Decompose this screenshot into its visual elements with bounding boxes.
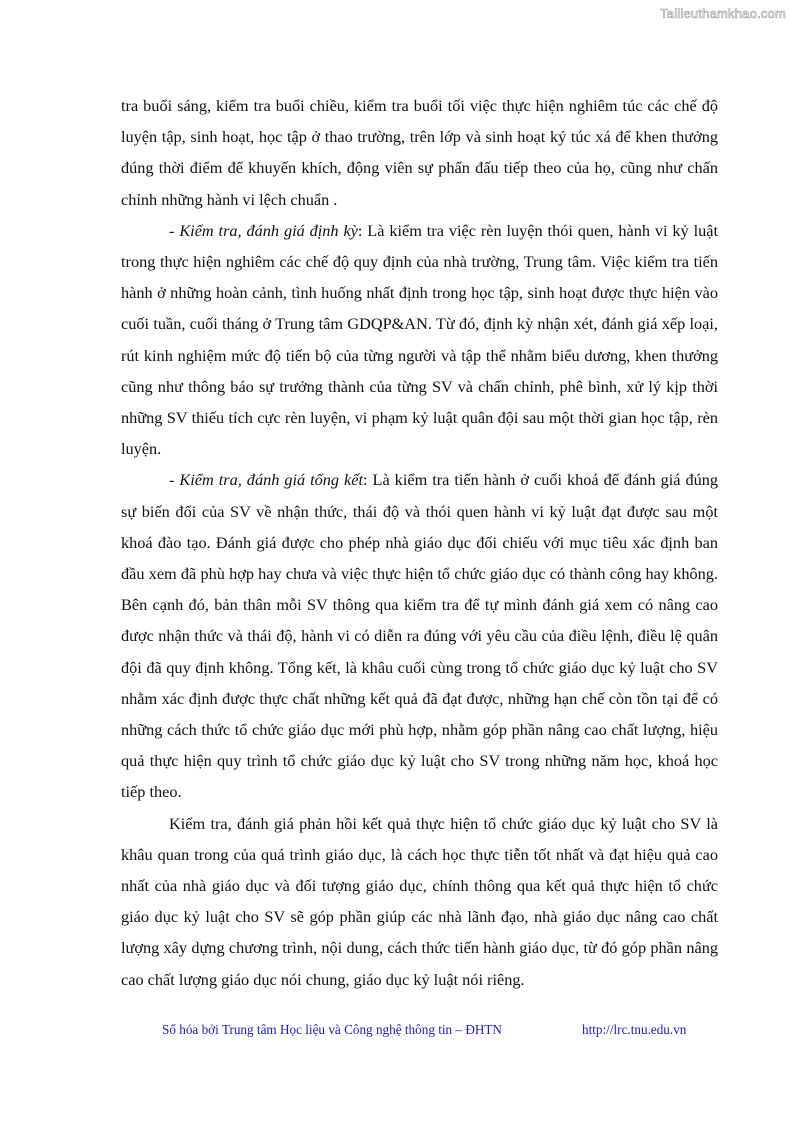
- paragraph-feedback-conclusion: Kiểm tra, đánh giá phản hồi kết quả thực hiện tổ chức giáo dục kỷ luật cho SV là khâu quan trong của quá trình giáo dục, là cách học thực tiễn tốt nhất và đạt hiệu quả cao nhất của nhà giáo dục và đối tượng giáo dục, chính thông qua kết quả thực hiện tổ chức giáo dục kỷ luật cho SV sẽ góp phần giúp các nhà lãnh đạo, nhà giáo dục nâng cao chất lượng xây dựng chương trình, nội dung, cách thức tiến hành giáo dục, từ đó góp phần nâng cao chất lượng giáo dục nói chung, giáo dục kỷ luật nói riêng.: [121, 813, 718, 989]
- footer-url-link[interactable]: http://lrc.tnu.edu.vn: [582, 1022, 687, 1037]
- term-periodic-assessment: Kiểm tra, đánh giá định kỳ: [179, 220, 358, 240]
- term-final-assessment: Kiểm tra, đánh giá tổng kết: [179, 470, 364, 490]
- bullet-dash: -: [169, 470, 180, 490]
- document-body: [121, 90, 718, 995]
- paragraph-continuation: tra buổi sáng, kiểm tra buổi chiều, kiểm tra buổi tối việc thực hiện nghiêm túc các chế độ luyện tập, sinh hoạt, học tập ở thao trường, trên lớp và sinh hoạt ký túc xá để khen thưởng đúng thời điểm để khuyến khích, động viên sự phấn đấu tiếp theo của họ, cũng như chấn chỉnh những hành vi lệch chuẩn .: [121, 96, 718, 209]
- footer-credit: Số hóa bởi Trung tâm Học liệu và Công nghệ thông tin – ĐHTN: [162, 1022, 502, 1037]
- periodic-assessment-text: : Là kiểm tra việc rèn luyện thói quen, hành vi kỷ luật trong thực hiện nghiêm các chế độ quy định của nhà trường, Trung tâm. Việc kiểm tra tiến hành ở những hoàn cảnh, tình huống nhất định trong học tập, sinh hoạt được thực hiện vào cuối tuần, cuối tháng ở Trung tâm GDQP&AN. Từ đó, định kỳ nhận xét, đánh giá xếp loại, rút kinh nghiệm mức độ tiến bộ của từng người và tập thể nhằm biểu dương, khen thưởng cũng như thông báo sự trưởng thành của từng SV và chấn chỉnh, phê bình, xử lý kịp thời những SV thiếu tích cực rèn luyện, vi phạm kỷ luật quân đội sau một thời gian học tập, rèn luyện.: [121, 220, 718, 459]
- paragraph-final-assessment: [121, 464, 718, 807]
- final-assessment-text: : Là kiểm tra tiến hành ở cuối khoá để đánh giá đúng sự biến đổi của SV về nhận thức, thái độ và thói quen hành vi kỷ luật đạt được sau một khoá đào tạo. Đánh giá được cho phép nhà giáo dục đối chiếu với mục tiêu xác định ban đầu xem đã phù hợp hay chưa và việc thực hiện tổ chức giáo dục có thành công hay không. Bên cạnh đó, bản thân mỗi SV thông qua kiểm tra để tự mình đánh giá xem có nâng cao được nhận thức và thái độ, hành vi có diễn ra đúng với yêu cầu của điều lệnh, điều lệ quân đội đã quy định không. Tổng kết, là khâu cuối cùng trong tổ chức giáo dục kỷ luật cho SV nhằm xác định được thực chất những kết quả đã đạt được, những hạn chế còn tồn tại để có những cách thức tổ chức giáo dục mới phù hợp, nhằm góp phần nâng cao chất lượng, hiệu quả thực hiện quy trình tổ chức giáo dục kỷ luật cho SV trong những năm học, khoá học tiếp theo.: [121, 470, 719, 802]
- bullet-dash: -: [169, 220, 180, 240]
- watermark-text: Tailieuthamkhao.com: [660, 6, 786, 21]
- paragraph-periodic-assessment: [121, 215, 718, 465]
